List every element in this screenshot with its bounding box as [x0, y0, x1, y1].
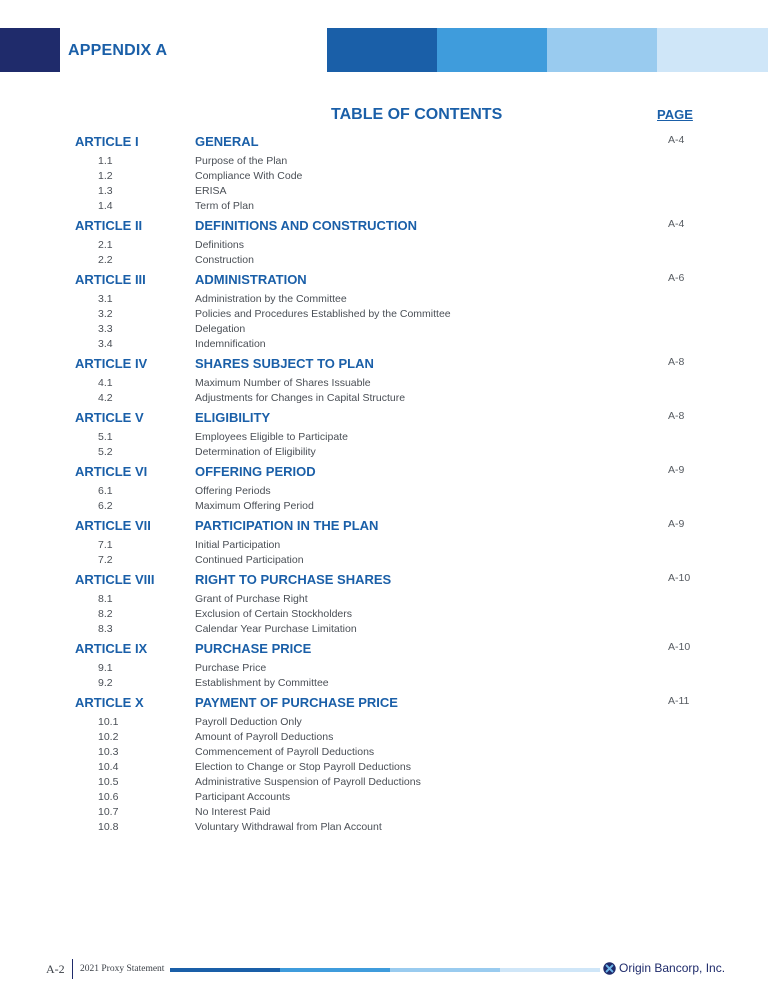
section-number: 3.4: [98, 338, 113, 350]
section-row: [0, 760, 768, 775]
article-heading-row: [0, 462, 768, 482]
section-number: 10.2: [98, 731, 119, 743]
section-row: [0, 622, 768, 637]
toc-article: [0, 693, 768, 835]
section-title: ERISA: [195, 185, 227, 197]
section-row: [0, 292, 768, 307]
section-number: 8.1: [98, 593, 113, 605]
section-list: [0, 236, 768, 268]
section-title: Administrative Suspension of Payroll Deductions: [195, 776, 421, 788]
article-title: SHARES SUBJECT TO PLAN: [195, 356, 374, 371]
footer-document-name: 2021 Proxy Statement: [80, 964, 165, 974]
section-title: Term of Plan: [195, 200, 254, 212]
article-page-number: A-10: [668, 641, 691, 653]
header-band-segment: [437, 28, 547, 72]
article-title: OFFERING PERIOD: [195, 464, 316, 479]
section-list: [0, 428, 768, 460]
toc-article: [0, 270, 768, 352]
section-title: Adjustments for Changes in Capital Structure: [195, 392, 406, 404]
section-number: 3.2: [98, 308, 113, 320]
article-heading-row: [0, 216, 768, 236]
article-number: ARTICLE VI: [75, 464, 148, 479]
footer-divider: [72, 959, 73, 979]
section-title: Initial Participation: [195, 539, 281, 551]
section-title: Determination of Eligibility: [195, 446, 316, 458]
article-title: GENERAL: [195, 134, 259, 149]
section-row: [0, 337, 768, 352]
toc-title: TABLE OF CONTENTS: [331, 106, 503, 123]
article-page-number: A-4: [668, 218, 685, 230]
section-row: [0, 307, 768, 322]
section-row: [0, 790, 768, 805]
section-row: [0, 553, 768, 568]
section-row: [0, 445, 768, 460]
article-page-number: A-8: [668, 410, 685, 422]
toc-article: [0, 354, 768, 406]
section-title: Establishment by Committee: [195, 677, 329, 689]
section-list: [0, 590, 768, 637]
article-page-number: A-9: [668, 518, 685, 530]
section-title: Calendar Year Purchase Limitation: [195, 623, 357, 635]
section-title: Maximum Number of Shares Issuable: [195, 377, 371, 389]
company-name: Origin Bancorp, Inc.: [619, 961, 726, 975]
section-title: Maximum Offering Period: [195, 500, 314, 512]
header-band-segment: [657, 28, 768, 72]
toc-article: [0, 408, 768, 460]
page-column-label: PAGE: [657, 107, 693, 122]
section-list: [0, 536, 768, 568]
section-row: [0, 322, 768, 337]
section-title: No Interest Paid: [195, 806, 271, 818]
section-row: [0, 484, 768, 499]
section-title: Policies and Procedures Established by the Committee: [195, 308, 451, 320]
article-number: ARTICLE X: [75, 695, 144, 710]
toc-article: [0, 216, 768, 268]
section-number: 8.2: [98, 608, 113, 620]
section-title: Amount of Payroll Deductions: [195, 731, 334, 743]
section-number: 10.4: [98, 761, 119, 773]
article-number: ARTICLE III: [75, 272, 146, 287]
section-number: 2.2: [98, 254, 113, 266]
header-band-segment: [327, 28, 437, 72]
article-title: PAYMENT OF PURCHASE PRICE: [195, 695, 398, 710]
section-number: 7.1: [98, 539, 113, 551]
article-heading-row: [0, 516, 768, 536]
section-number: 5.2: [98, 446, 113, 458]
section-row: [0, 391, 768, 406]
section-title: Payroll Deduction Only: [195, 716, 302, 728]
footer-band-segment: [170, 968, 280, 972]
section-row: [0, 169, 768, 184]
footer-band-segment: [500, 968, 600, 972]
article-number: ARTICLE I: [75, 134, 139, 149]
section-list: [0, 152, 768, 214]
section-title: Continued Participation: [195, 554, 304, 566]
footer-band-segment: [280, 968, 390, 972]
section-title: Voluntary Withdrawal from Plan Account: [195, 821, 382, 833]
section-row: [0, 538, 768, 553]
article-number: ARTICLE V: [75, 410, 144, 425]
article-page-number: A-9: [668, 464, 685, 476]
section-row: [0, 676, 768, 691]
section-number: 9.1: [98, 662, 113, 674]
article-number: ARTICLE II: [75, 218, 143, 233]
section-number: 9.2: [98, 677, 113, 689]
article-page-number: A-6: [668, 272, 685, 284]
article-number: ARTICLE VIII: [75, 572, 155, 587]
toc-article: [0, 462, 768, 514]
section-title: Purpose of the Plan: [195, 155, 288, 167]
section-row: [0, 376, 768, 391]
section-row: [0, 238, 768, 253]
section-row: [0, 805, 768, 820]
section-title: Grant of Purchase Right: [195, 593, 308, 605]
section-row: [0, 199, 768, 214]
section-number: 5.1: [98, 431, 113, 443]
section-number: 3.3: [98, 323, 113, 335]
article-title: PURCHASE PRICE: [195, 641, 312, 656]
appendix-title: APPENDIX A: [68, 42, 168, 59]
section-title: Commencement of Payroll Deductions: [195, 746, 375, 758]
section-number: 4.1: [98, 377, 113, 389]
table-of-contents: [0, 132, 768, 837]
section-row: [0, 499, 768, 514]
section-row: [0, 154, 768, 169]
article-heading-row: [0, 132, 768, 152]
section-row: [0, 775, 768, 790]
section-row: [0, 715, 768, 730]
section-number: 1.2: [98, 170, 113, 182]
section-title: Offering Periods: [195, 485, 271, 497]
section-title: Delegation: [195, 323, 246, 335]
section-row: [0, 661, 768, 676]
section-list: [0, 374, 768, 406]
article-heading-row: [0, 270, 768, 290]
section-list: [0, 482, 768, 514]
section-number: 1.1: [98, 155, 113, 167]
section-number: 10.5: [98, 776, 119, 788]
article-title: PARTICIPATION IN THE PLAN: [195, 518, 379, 533]
toc-article: [0, 570, 768, 637]
section-row: [0, 592, 768, 607]
section-number: 10.3: [98, 746, 119, 758]
article-number: ARTICLE IV: [75, 356, 148, 371]
article-title: ADMINISTRATION: [195, 272, 307, 287]
section-number: 6.1: [98, 485, 113, 497]
article-number: ARTICLE VII: [75, 518, 151, 533]
article-heading-row: [0, 408, 768, 428]
article-page-number: A-10: [668, 572, 691, 584]
section-title: Participant Accounts: [195, 791, 291, 803]
section-title: Definitions: [195, 239, 245, 251]
article-page-number: A-8: [668, 356, 685, 368]
section-number: 7.2: [98, 554, 113, 566]
section-title: Exclusion of Certain Stockholders: [195, 608, 352, 620]
section-number: 10.7: [98, 806, 119, 818]
section-row: [0, 730, 768, 745]
section-number: 2.1: [98, 239, 113, 251]
section-row: [0, 253, 768, 268]
section-number: 10.1: [98, 716, 119, 728]
section-number: 1.3: [98, 185, 113, 197]
footer-page-number: A-2: [46, 962, 65, 976]
section-row: [0, 430, 768, 445]
section-title: Compliance With Code: [195, 170, 303, 182]
section-number: 10.6: [98, 791, 119, 803]
section-title: Employees Eligible to Participate: [195, 431, 348, 443]
article-title: DEFINITIONS AND CONSTRUCTION: [195, 218, 417, 233]
section-number: 10.8: [98, 821, 119, 833]
article-number: ARTICLE IX: [75, 641, 148, 656]
article-title: ELIGIBILITY: [195, 410, 271, 425]
section-list: [0, 290, 768, 352]
section-title: Election to Change or Stop Payroll Deductions: [195, 761, 411, 773]
article-title: RIGHT TO PURCHASE SHARES: [195, 572, 392, 587]
section-list: [0, 659, 768, 691]
section-list: [0, 713, 768, 835]
section-row: [0, 607, 768, 622]
toc-article: [0, 132, 768, 214]
article-heading-row: [0, 639, 768, 659]
section-row: [0, 745, 768, 760]
article-page-number: A-11: [668, 695, 690, 707]
section-title: Administration by the Committee: [195, 293, 347, 305]
section-row: [0, 184, 768, 199]
toc-article: [0, 516, 768, 568]
origin-x-logo-icon: [603, 962, 616, 975]
section-title: Purchase Price: [195, 662, 267, 674]
header-navy-block: [0, 28, 60, 72]
header-band-segment: [547, 28, 657, 72]
footer-band-segment: [390, 968, 500, 972]
article-heading-row: [0, 354, 768, 374]
section-number: 3.1: [98, 293, 113, 305]
article-heading-row: [0, 693, 768, 713]
article-heading-row: [0, 570, 768, 590]
section-row: [0, 820, 768, 835]
section-title: Construction: [195, 254, 254, 266]
section-number: 4.2: [98, 392, 113, 404]
section-number: 6.2: [98, 500, 113, 512]
section-title: Indemnification: [195, 338, 266, 350]
toc-article: [0, 639, 768, 691]
section-number: 8.3: [98, 623, 113, 635]
article-page-number: A-4: [668, 134, 685, 146]
section-number: 1.4: [98, 200, 113, 212]
